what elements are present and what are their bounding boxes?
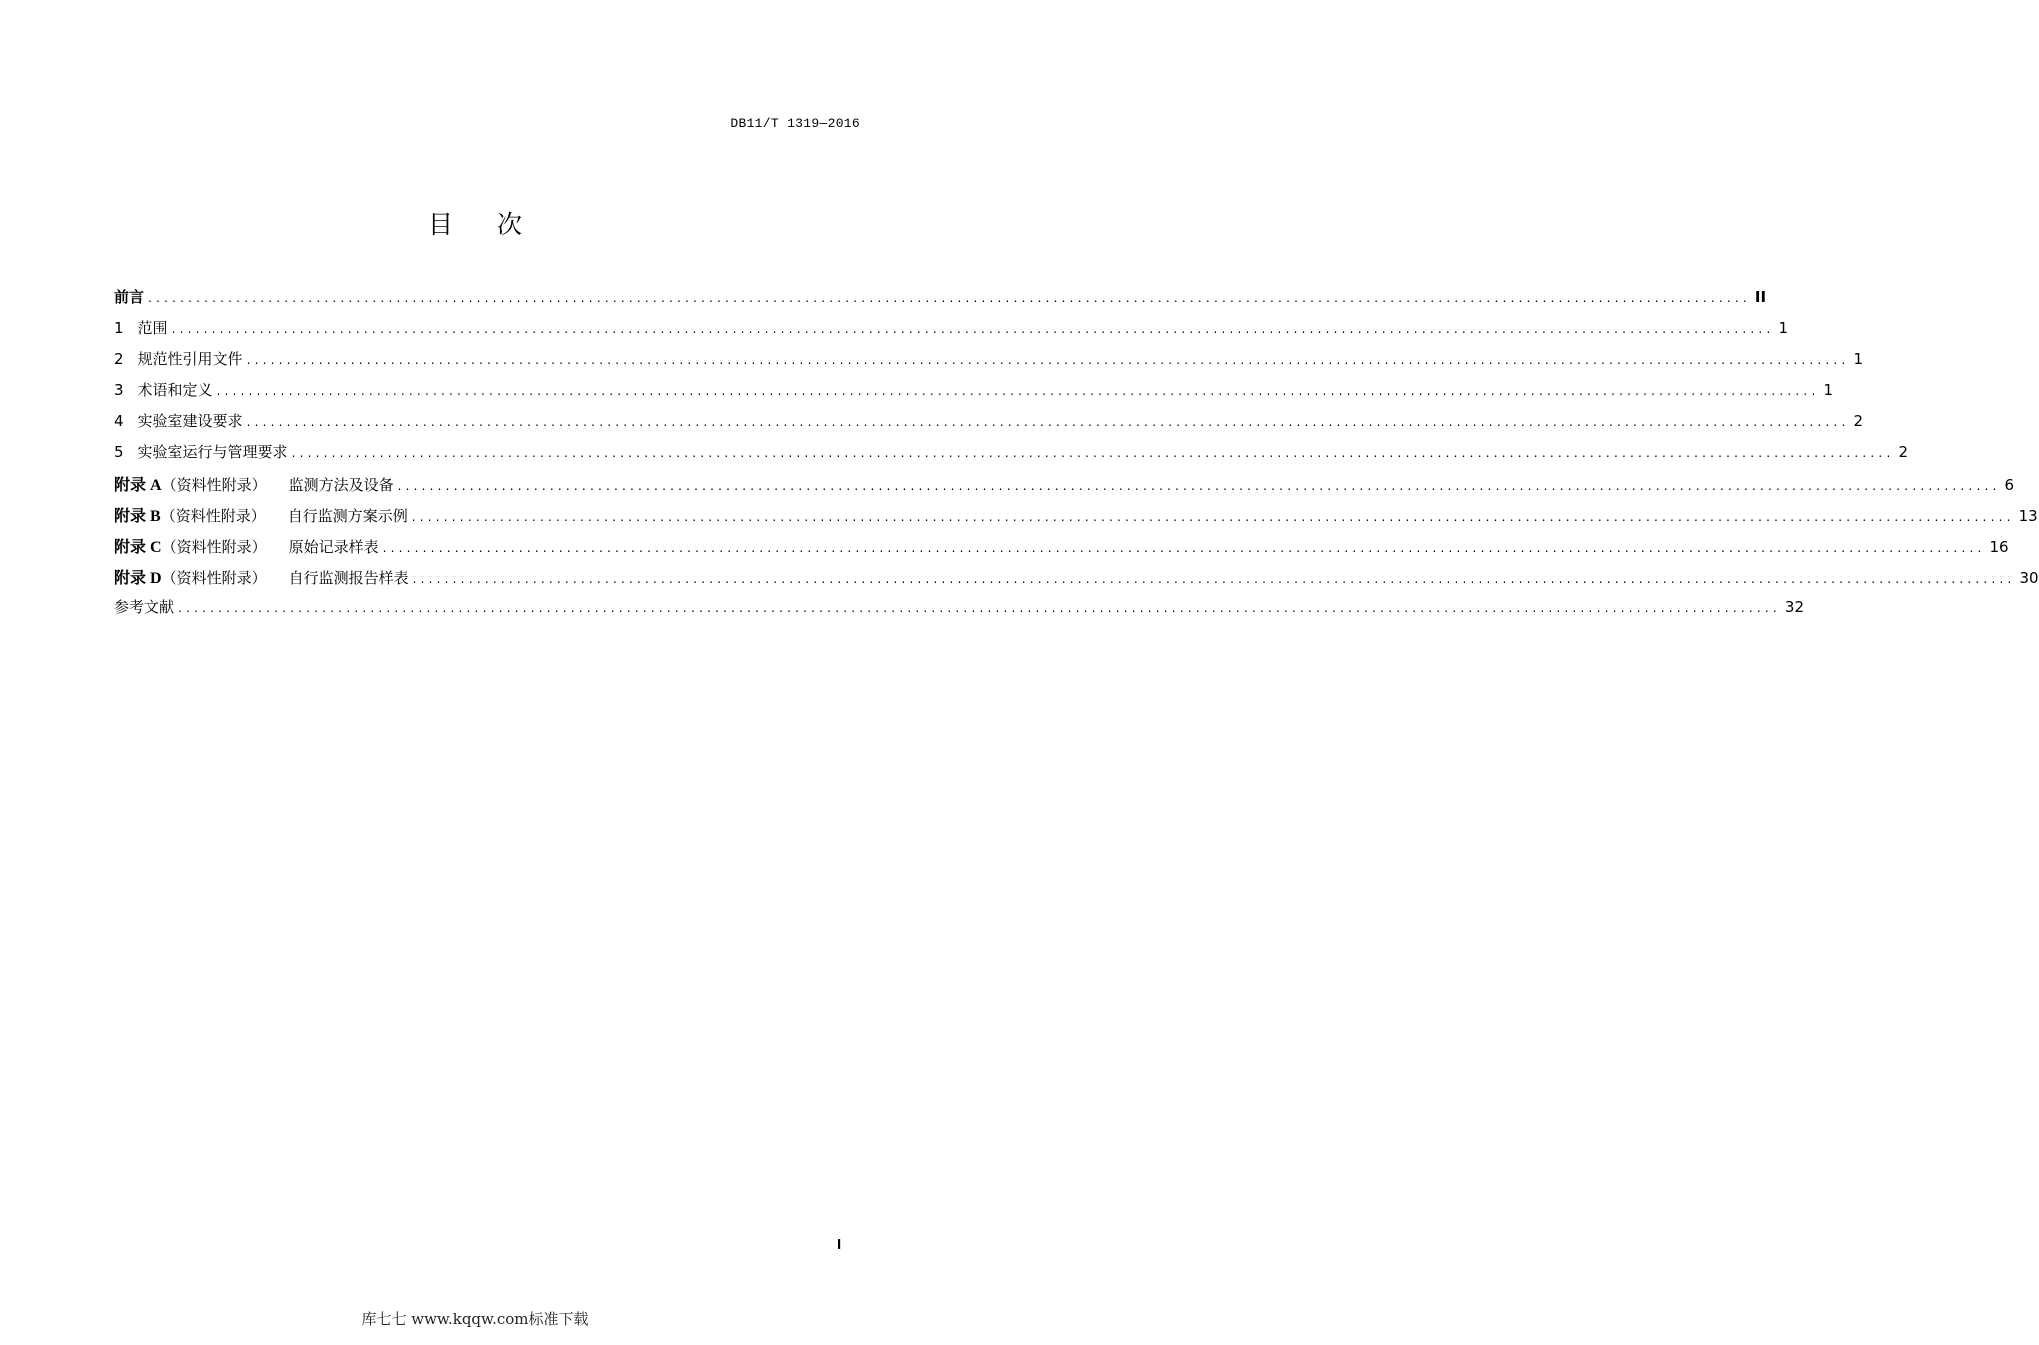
toc-label: 术语和定义: [137, 381, 213, 399]
toc-number: 5: [114, 443, 124, 461]
toc-page: 13: [2018, 507, 2038, 525]
toc-page: 2: [1898, 443, 1908, 461]
toc-entry[interactable]: [114, 317, 1788, 348]
toc-leader: ........................................................................................................................................................................................................: [148, 291, 1751, 305]
appendix-prefix: 附录 C: [114, 539, 162, 556]
toc-label: 规范性引用文件: [137, 350, 243, 368]
appendix-note: （资料性附录）: [160, 507, 266, 525]
appendix-title: 监测方法及设备: [288, 476, 394, 494]
toc-label: 参考文献: [114, 598, 175, 616]
toc-page: 2: [1853, 412, 1863, 430]
appendix-prefix: 附录 B: [114, 508, 161, 525]
toc-leader: ........................................................................................................................................................................................................: [216, 384, 1820, 398]
toc-page: 32: [1784, 598, 1804, 616]
toc-entry-appendix-a[interactable]: [114, 472, 2015, 503]
toc-page: II: [1754, 288, 1767, 306]
toc-entry-appendix-c[interactable]: [114, 534, 2009, 565]
toc-label: 前言: [114, 288, 145, 306]
toc-leader: ........................................................................................................................................................................................................: [382, 541, 1986, 555]
toc-number: 3: [114, 381, 124, 399]
title-char-2: 次: [497, 210, 523, 239]
footer-watermark: 库七七 www.kqqw.com标准下载: [361, 1310, 589, 1328]
toc-page: 1: [1823, 381, 1833, 399]
table-of-contents: [114, 286, 2039, 627]
toc-entry[interactable]: [114, 410, 1863, 441]
toc-leader: ........................................................................................................................................................................................................: [397, 479, 2001, 493]
toc-leader: ........................................................................................................................................................................................................: [412, 572, 2016, 586]
toc-page: 1: [1853, 350, 1863, 368]
toc-entry[interactable]: [114, 348, 1863, 379]
toc-label: 实验室运行与管理要求: [137, 443, 288, 461]
appendix-prefix: 附录 D: [114, 570, 162, 587]
page-title: [0, 205, 950, 241]
toc-label: 实验室建设要求: [137, 412, 243, 430]
appendix-title: 自行监测方案示例: [287, 507, 408, 525]
appendix-title: 自行监测报告样表: [288, 569, 409, 587]
toc-page: 30: [2019, 569, 2039, 587]
toc-label: 范围: [137, 319, 168, 337]
standard-code: DB11/T 1319—2016: [730, 116, 860, 131]
toc-entry-appendix-d[interactable]: [114, 565, 2039, 596]
toc-entry-appendix-b[interactable]: [114, 503, 2038, 534]
toc-leader: ........................................................................................................................................................................................................: [291, 446, 1895, 460]
toc-number: 4: [114, 412, 124, 430]
toc-number: 1: [114, 319, 124, 337]
appendix-note: （资料性附录）: [161, 476, 267, 494]
toc-leader: ........................................................................................................................................................................................................: [411, 510, 2015, 524]
toc-entry[interactable]: [114, 441, 1908, 472]
toc-entry[interactable]: [114, 379, 1833, 410]
page-number: I: [837, 1236, 842, 1253]
toc-page: 1: [1778, 319, 1788, 337]
toc-leader: ........................................................................................................................................................................................................: [178, 601, 1781, 615]
appendix-note: （资料性附录）: [161, 538, 267, 556]
toc-entry-foreword[interactable]: [114, 286, 1767, 317]
appendix-prefix: 附录 A: [114, 477, 162, 494]
toc-number: 2: [114, 350, 124, 368]
toc-leader: ........................................................................................................................................................................................................: [171, 322, 1775, 336]
toc-page: 6: [2004, 476, 2015, 494]
title-char-1: 目: [427, 210, 453, 239]
toc-page: 16: [1989, 538, 2009, 556]
toc-leader: ........................................................................................................................................................................................................: [246, 353, 1850, 367]
appendix-title: 原始记录样表: [288, 538, 379, 556]
toc-leader: ........................................................................................................................................................................................................: [246, 415, 1850, 429]
toc-entry-references[interactable]: [114, 596, 1804, 627]
appendix-note: （资料性附录）: [161, 569, 267, 587]
